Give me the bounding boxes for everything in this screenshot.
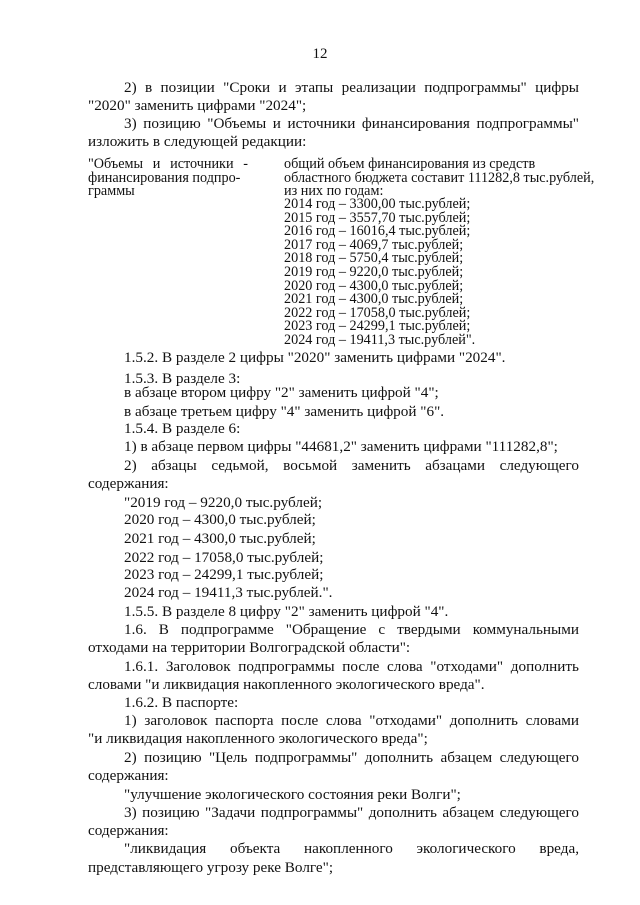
body-line: в абзаце третьем цифру "4" заменить цифрой "6". [124, 403, 445, 420]
body-line: 1.6.1. Заголовок подпрограммы после слова "отходами" дополнить [124, 658, 579, 675]
body-line: содержания: [88, 822, 169, 839]
year-line: 2021 год – 4300,0 тыс.рублей; [284, 291, 464, 308]
table-left-line: граммы [88, 183, 135, 200]
table-years-list [284, 198, 475, 348]
table-right-cell [284, 156, 595, 200]
body-line: 2) абзацы седьмой, восьмой заменить абзацами следующего [124, 457, 579, 474]
body-line: 1.6. В подпрограмме "Обращение с твердыми коммунальными [124, 621, 579, 638]
body-line: в абзаце втором цифру "2" заменить цифрой "4"; [124, 384, 439, 401]
body-line: "улучшение экологического состояния реки Волги"; [124, 786, 461, 803]
year-line: 2024 год – 19411,3 тыс.рублей". [284, 331, 476, 348]
body-line: содержания: [88, 475, 169, 492]
body-line: 2020 год – 4300,0 тыс.рублей; [124, 511, 316, 528]
body-line: 1.6.2. В паспорте: [124, 694, 239, 711]
body-line: 1.5.4. В разделе 6: [124, 420, 241, 437]
year-line: 2015 год – 3557,70 тыс.рублей; [284, 209, 471, 226]
year-line: 2014 год – 3300,00 тыс.рублей; [284, 196, 471, 212]
body-line: 1.5.5. В разделе 8 цифру "2" заменить цифрой "4". [124, 603, 449, 620]
year-line: 2018 год – 5750,4 тыс.рублей; [284, 250, 464, 267]
year-line: 2017 год – 4069,7 тыс.рублей; [284, 236, 464, 253]
body-line: 1.5.3. В разделе 3: [124, 370, 241, 387]
body-line: "и ликвидация накопленного экологического вреда"; [88, 730, 428, 747]
body-line: 1) в абзаце первом цифры "44681,2" заменить цифрами "111282,8"; [124, 438, 558, 455]
table-left-line: "Объемы и источники - [88, 156, 248, 172]
body-line: 3) позицию "Задачи подпрограммы" дополнить абзацем следующего [124, 804, 579, 821]
body-line: 2022 год – 17058,0 тыс.рублей; [124, 549, 324, 566]
intro-line: 2) в позиции "Сроки и этапы реализации подпрограммы" цифры [124, 79, 579, 96]
table-right-line: из них по годам: [284, 183, 384, 200]
year-line: 2023 год – 24299,1 тыс.рублей; [284, 318, 471, 335]
year-line: 2019 год – 9220,0 тыс.рублей; [284, 263, 464, 280]
body-line: "ликвидация объекта накопленного экологического вреда, [124, 840, 579, 857]
intro-line: "2020" заменить цифрами "2024"; [88, 97, 307, 114]
body-line: 2024 год – 19411,3 тыс.рублей.". [124, 584, 333, 601]
body-line: содержания: [88, 767, 169, 784]
body-line: 2021 год – 4300,0 тыс.рублей; [124, 530, 316, 547]
year-line: 2016 год – 16016,4 тыс.рублей; [284, 223, 471, 240]
body-line: "2019 год – 9220,0 тыс.рублей; [124, 494, 323, 511]
intro-line: изложить в следующей редакции: [88, 133, 307, 150]
body-line: словами "и ликвидация накопленного экологического вреда". [88, 676, 485, 693]
intro-line: 3) позицию "Объемы и источники финансирования подпрограммы" [124, 115, 579, 132]
year-line: 2022 год – 17058,0 тыс.рублей; [284, 304, 471, 321]
table-left-cell [88, 158, 248, 199]
body-line: 2) позицию "Цель подпрограммы" дополнить абзацем следующего [124, 749, 579, 766]
body-line: представляющего угрозу реке Волге"; [88, 859, 334, 876]
table-right-line: областного бюджета составит 111282,8 тыс.рублей, [284, 169, 595, 186]
table-left-line: финансирования подпро- [88, 169, 241, 186]
body-line: 2023 год – 24299,1 тыс.рублей; [124, 566, 324, 583]
body-line: 1) заголовок паспорта после слова "отходами" дополнить словами [124, 712, 579, 729]
body-line: 1.5.2. В разделе 2 цифры "2020" заменить цифрами "2024". [124, 349, 506, 366]
body-line: отходами на территории Волгоградской области": [88, 639, 411, 656]
table-right-line: общий объем финансирования из средств [284, 156, 536, 172]
year-line: 2020 год – 4300,0 тыс.рублей; [284, 277, 464, 294]
page-number: 12 [312, 46, 328, 62]
